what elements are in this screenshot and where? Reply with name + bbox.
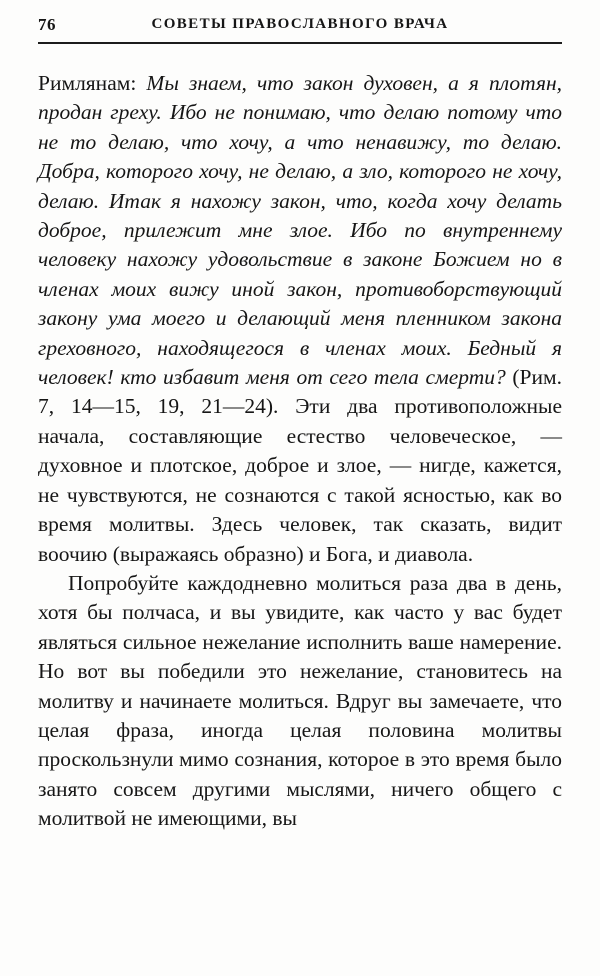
- header-rule: [38, 42, 562, 44]
- paragraph-prayer-advice: Попробуйте каждодневно молиться раза два в день, хотя бы полчаса, и вы увидите, как часто у вас будет являться сильное нежелание исполнить ваше намерение. Но вот вы победили это нежелание, становитесь на молитву и начинаете молиться. Вдруг вы замечаете, что целая фраза, иногда целая половина молитвы проскользнули мимо сознания, которое в это время было занято совсем другими мыслями, ничего общего с молитвой не имеющими, вы: [38, 570, 562, 831]
- page-body: [38, 69, 562, 834]
- paragraph-commentary: (Рим. 7, 14—15, 19, 21—24). Эти два противоположные начала, составляющие естество человеческое, — духовное и плотское, доброе и злое, — нигде, кажется, не чувствуются, не сознаются с такой ясностью, как во время молитвы. Здесь человек, так сказать, видит воочию (выражаясь образно) и Бога, и диавола.: [38, 365, 562, 566]
- paragraph-lead: Римлянам:: [38, 71, 147, 95]
- running-title: СОВЕТЫ ПРАВОСЛАВНОГО ВРАЧА: [151, 16, 449, 32]
- page-header: [38, 14, 562, 44]
- scripture-quote: Мы знаем, что закон духовен, а я плотян, продан греху. Ибо не понимаю, что делаю потому что не то делаю, что хочу, а что ненавижу, то делаю. Добра, которого хочу, не делаю, а зло, которого не хочу, делаю. Итак я нахожу закон, что, когда хочу делать доброе, прилежит мне злое. Ибо по внутреннему человеку нахожу удовольствие в законе Божием но в членах моих вижу иной закон, противоборствующий закону ума моего и делающий меня пленником закона греховного, находящегося в членах моих. Бедный я человек! кто избавит меня от сего тела смерти?: [38, 71, 562, 390]
- page-number: 76: [38, 15, 56, 34]
- paragraph-scripture: [38, 69, 562, 569]
